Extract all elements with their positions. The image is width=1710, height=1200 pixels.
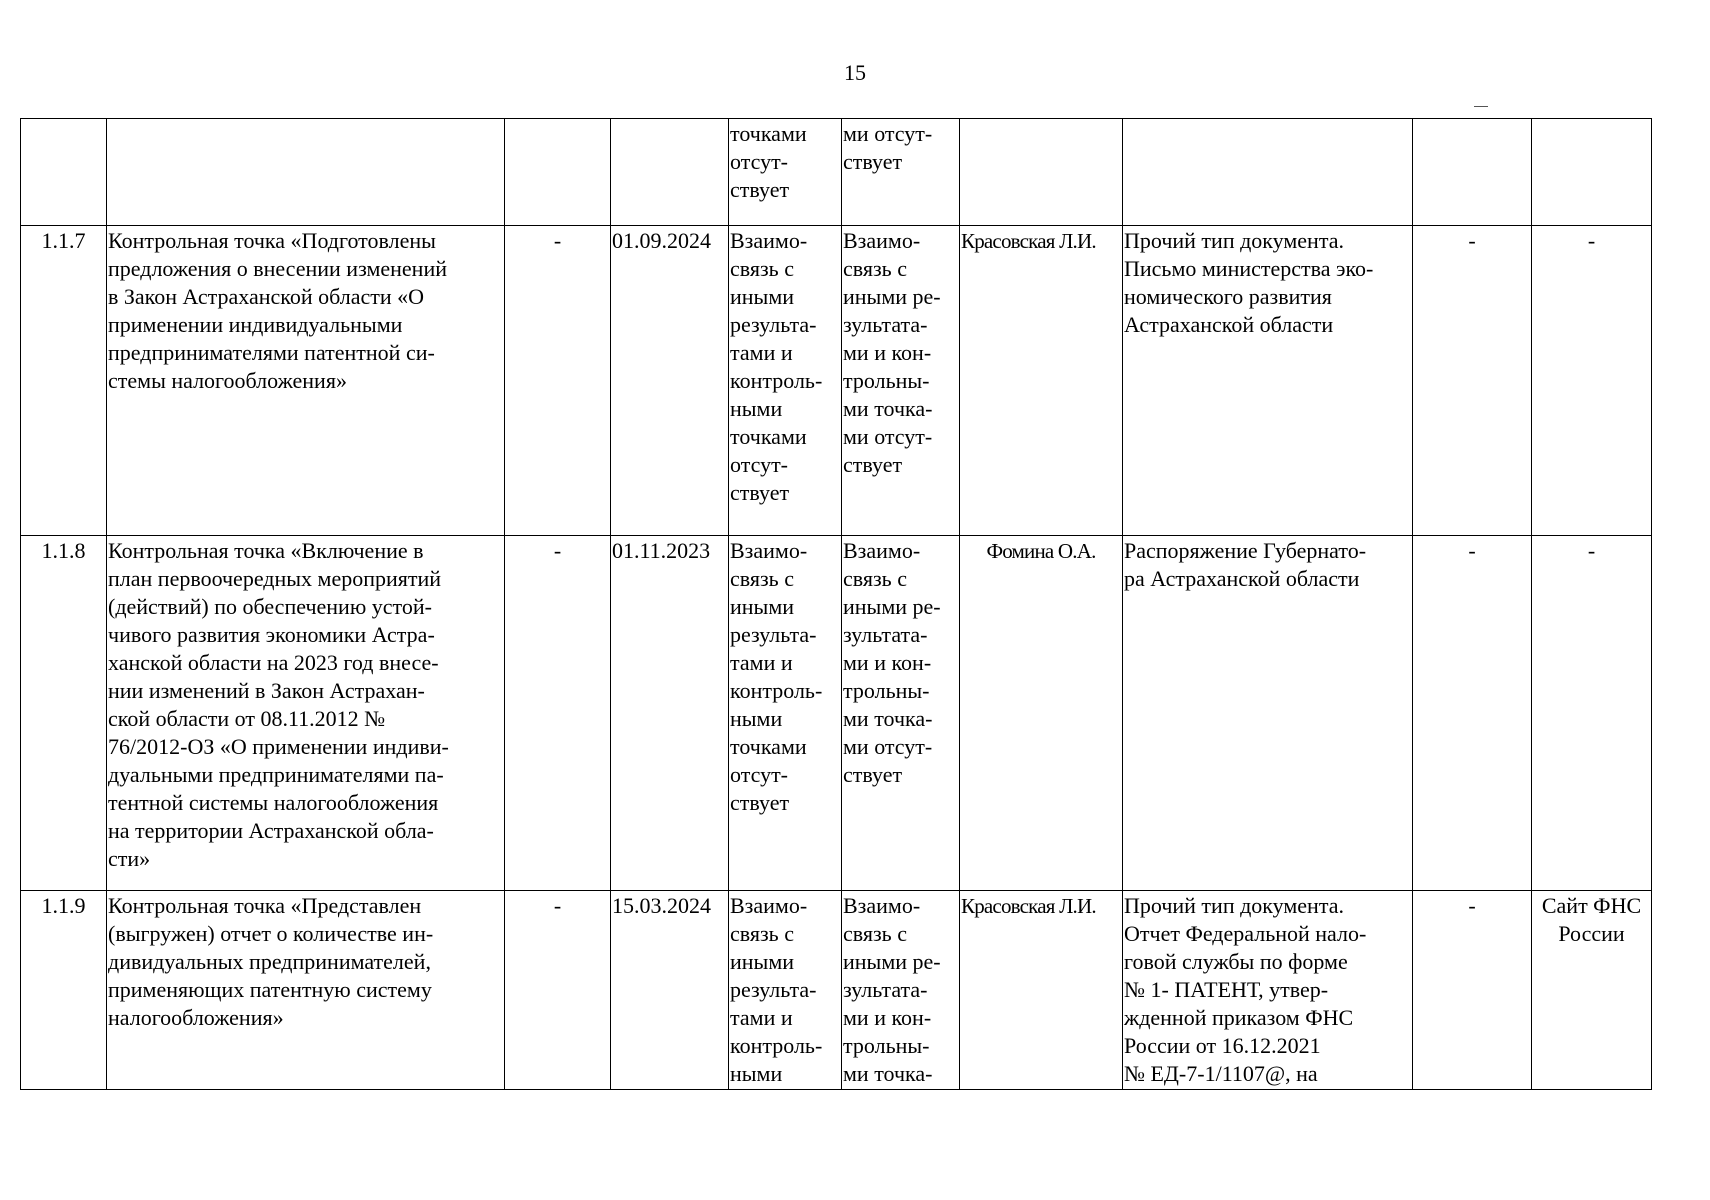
info-system: -: [1532, 536, 1652, 891]
base-value: -: [505, 226, 611, 536]
control-point-title: [107, 119, 505, 226]
successor-links: ми отсут- ствует: [842, 119, 960, 226]
document-type: [1123, 119, 1413, 226]
document-type: Распоряжение Губернато- ра Астраханской области: [1123, 536, 1413, 891]
page-number: 15: [844, 60, 866, 85]
extra-value: -: [1413, 891, 1532, 1090]
info-system: -: [1532, 226, 1652, 536]
responsible-person: Красовская Л.И.: [960, 891, 1123, 1090]
document-type: Прочий тип документа. Отчет Федеральной нало- говой службы по форме № 1- ПАТЕНТ, утвер- жденной приказом ФНС России от 16.12.2021 № ЕД-7-1/1107@, на: [1123, 891, 1413, 1090]
deadline-date: 01.11.2023: [611, 536, 729, 891]
responsible-person: [960, 119, 1123, 226]
responsible-person: Фомина О.А.: [960, 536, 1123, 891]
table-row: [21, 891, 1652, 1090]
deadline-date: 15.03.2024: [611, 891, 729, 1090]
predecessor-links: точками отсут- ствует: [729, 119, 842, 226]
control-points-table: [20, 118, 1652, 1090]
control-point-title: Контрольная точка «Представлен (выгружен) отчет о количестве ин- дивидуальных предпринимателей, применяющих патентную систему налогообложения»: [107, 891, 505, 1090]
responsible-person: Красовская Л.И.: [960, 226, 1123, 536]
base-value: -: [505, 891, 611, 1090]
extra-value: -: [1413, 536, 1532, 891]
successor-links: Взаимо- связь с иными ре- зультата- ми и кон- трольны- ми точка- ми отсут- ствует: [842, 536, 960, 891]
control-point-title: Контрольная точка «Включение в план первоочередных мероприятий (действий) по обеспечению устой- чивого развития экономики Астра- ханской области на 2023 год внесе- нии изменений в Закон Астрахан- ской области от 08.11.2012 № 76/2012-ОЗ «О применении индиви- дуальными предпринимателями па- тентной системы налогообложения на территории Астраханской обла- сти»: [107, 536, 505, 891]
base-value: [505, 119, 611, 226]
table-row: [21, 226, 1652, 536]
document-type: Прочий тип документа. Письмо министерства эко- номического развития Астраханской области: [1123, 226, 1413, 536]
row-number: [21, 119, 107, 226]
predecessor-links: Взаимо- связь с иными результа- тами и контроль- ными точками отсут- ствует: [729, 226, 842, 536]
predecessor-links: Взаимо- связь с иными результа- тами и контроль- ными: [729, 891, 842, 1090]
successor-links: Взаимо- связь с иными ре- зультата- ми и кон- трольны- ми точка-: [842, 891, 960, 1090]
predecessor-links: Взаимо- связь с иными результа- тами и контроль- ными точками отсут- ствует: [729, 536, 842, 891]
row-number: 1.1.9: [21, 891, 107, 1090]
control-point-title: Контрольная точка «Подготовлены предложения о внесении изменений в Закон Астраханской области «О применении индивидуальными предпринимателями патентной си- стемы налогообложения»: [107, 226, 505, 536]
extra-value: -: [1413, 226, 1532, 536]
scan-mark: [1474, 106, 1488, 107]
deadline-date: [611, 119, 729, 226]
info-system: [1532, 119, 1652, 226]
table-row: [21, 119, 1652, 226]
successor-links: Взаимо- связь с иными ре- зультата- ми и кон- трольны- ми точка- ми отсут- ствует: [842, 226, 960, 536]
deadline-date: 01.09.2024: [611, 226, 729, 536]
table-row: [21, 536, 1652, 891]
base-value: -: [505, 536, 611, 891]
info-system: Сайт ФНС России: [1532, 891, 1652, 1090]
row-number: 1.1.8: [21, 536, 107, 891]
row-number: 1.1.7: [21, 226, 107, 536]
extra-value: [1413, 119, 1532, 226]
